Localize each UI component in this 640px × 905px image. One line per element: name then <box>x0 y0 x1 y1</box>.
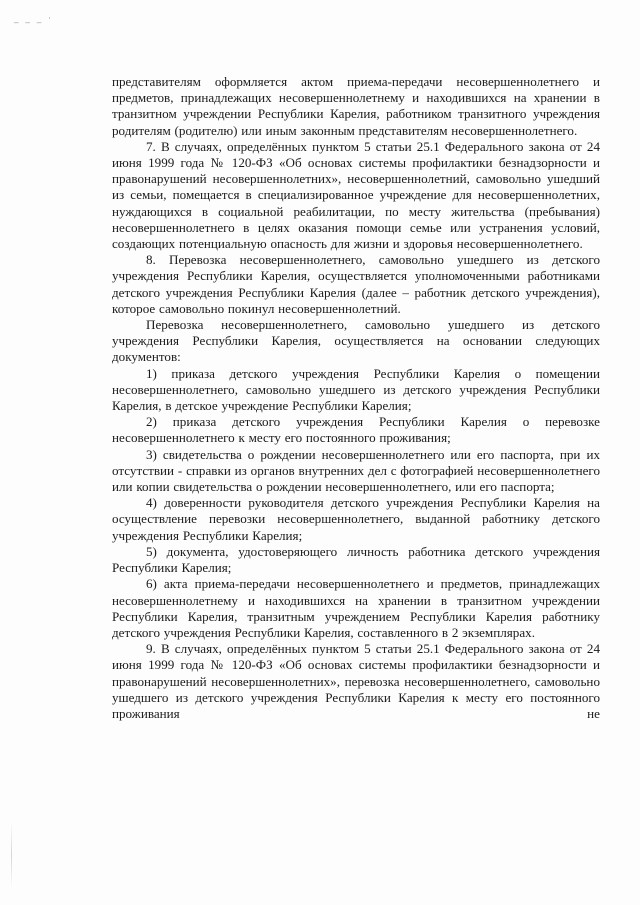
paragraph-item-9: 9. В случаях, определённых пунктом 5 статьи 25.1 Федерального закона от 24 июня 1999 года № 120-ФЗ «Об основах системы профилактики безнадзорности и правонарушений несовершеннолетних», перевозка несовершеннолетнего, самовольно ушедшего из детского учреждения Республики Карелия к месту его постоянного проживания не <box>112 641 600 721</box>
document-body <box>112 74 600 722</box>
list-item-1: 1) приказа детского учреждения Республики Карелия о помещении несовершеннолетнего, самовольно ушедшего из детского учреждения Республики Карелия, в детское учреждение Республики Карелия; <box>112 365 600 414</box>
paragraph-item-8: 8. Перевозка несовершеннолетнего, самовольно ушедшего из детского учреждения Республики Карелия, осуществляется уполномоченными работниками детского учреждения Республики Карелия (далее – работник детского учреждения), которое самовольно покинул несовершеннолетний. <box>112 252 600 316</box>
paragraph-documents-intro: Перевозка несовершеннолетнего, самовольно ушедшего из детского учреждения Республики Карелия, осуществляется на основании следующих документов: <box>112 317 600 365</box>
list-item-4: 4) доверенности руководителя детского учреждения Республики Карелия на осуществление перевозки несовершеннолетнего, выданной работнику детского учреждения Республики Карелия; <box>112 495 600 543</box>
list-item-5: 5) документа, удостоверяющего личность работника детского учреждения Республики Карелия; <box>112 543 600 576</box>
paragraph-item-7: 7. В случаях, определённых пунктом 5 статьи 25.1 Федерального закона от 24 июня 1999 года № 120-ФЗ «Об основах системы профилактики безнадзорности и правонарушений несовершеннолетних», несовершеннолетний, самовольно ушедший из семьи, помещается в специализированное учреждение для несовершеннолетних, нуждающихся в социальной реабилитации, по месту жительства (пребывания) несовершеннолетнего в целях оказания помощи семье или устранения условий, создающих потенциальную опасность для жизни и здоровья несовершеннолетнего. <box>112 138 600 252</box>
scan-mark: _ _ _ · <box>14 14 53 24</box>
list-item-2: 2) приказа детского учреждения Республики Карелия о перевозке несовершеннолетнего к месту его постоянного проживания; <box>112 414 600 446</box>
scan-edge-line <box>11 820 12 890</box>
paragraph-continuation: представителям оформляется актом приема-передачи несовершеннолетнего и предметов, принадлежащих несовершеннолетнему и находившихся на хранении в транзитном учреждении Республики Карелия, работником транзитного учреждения родителям (родителю) или иным законным представителям несовершеннолетнего. <box>112 74 600 138</box>
list-item-3: 3) свидетельства о рождении несовершеннолетнего или его паспорта, при их отсутствии - справки из органов внутренних дел с фотографией несовершеннолетнего или копии свидетельства о рождении несовершеннолетнего, или его паспорта; <box>112 446 600 495</box>
list-item-6: 6) акта приема-передачи несовершеннолетнего и предметов, принадлежащих несовершеннолетнему и находившихся на хранении в транзитном учреждении Республики Карелия, транзитным учреждением Республики Карелия работнику детского учреждения Республики Карелия, составленного в 2 экземплярах. <box>112 576 600 640</box>
